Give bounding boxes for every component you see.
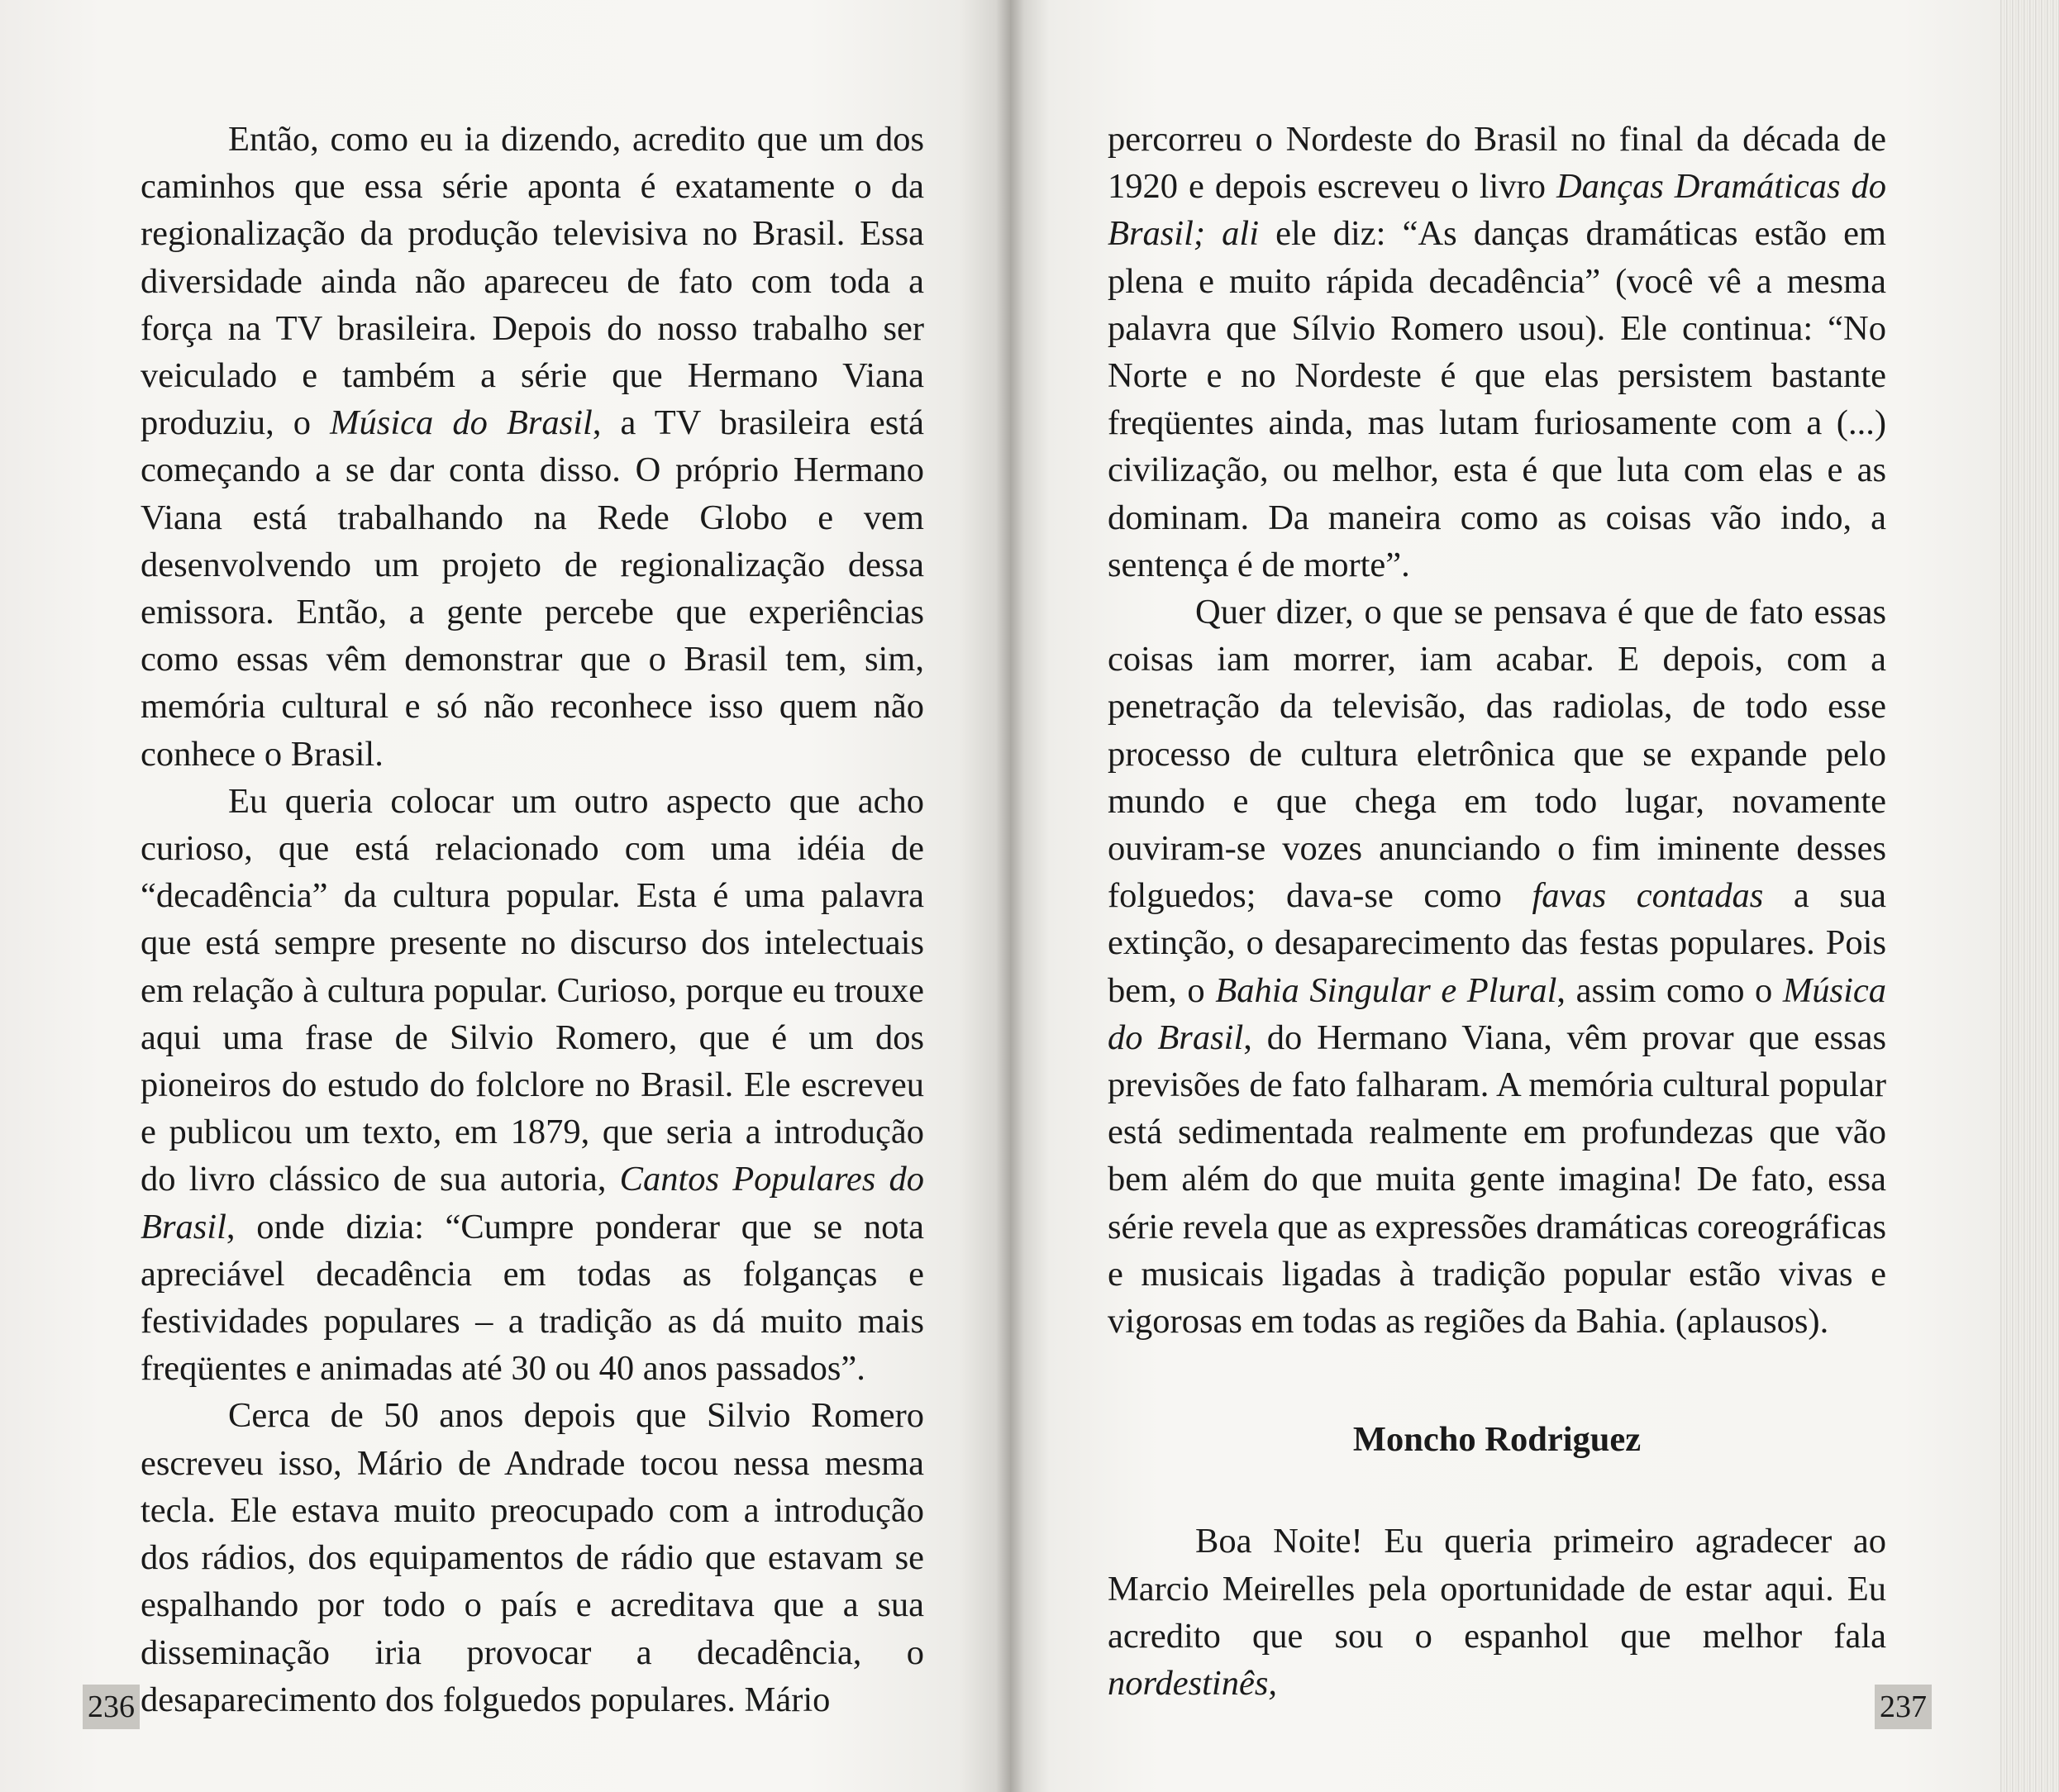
text-run: Boa Noite! Eu queria primeiro agradecer ao Marcio Meirelles pela oportunidade de estar aqui. Eu acredito que sou o espanhol que melhor fala xyxy=(1108,1522,1886,1656)
left-page-text xyxy=(141,116,924,1723)
right-page-text xyxy=(1108,116,1886,1707)
italic-title: Bahia Singular e Plural xyxy=(1215,970,1557,1010)
italic-title: Danças Dramáticas do Brasil; ali xyxy=(1108,167,1886,254)
paragraph xyxy=(141,778,924,1393)
page-number: 237 xyxy=(1875,1685,1932,1729)
left-page xyxy=(0,0,1010,1792)
paragraph xyxy=(1108,589,1886,1345)
italic-word: nordestinês, xyxy=(1108,1664,1278,1704)
text-run: , a TV brasileira está começando a se dar conta disso. O próprio Hermano Viana está trabalhando na Rede Globo e vem desenvolvendo um projeto de regionalização dessa emissora. Então, a gente percebe que experiências como essas vêm demonstrar que o Brasil tem, sim, memória cultural e só não reconhece isso quem não conhece o Brasil. xyxy=(141,403,924,774)
text-run: , onde dizia: “Cumpre ponderar que se nota apreciável decadência em todas as folganças e festividades populares – a tradição as dá muito mais freqüentes e animadas até 30 ou 40 anos passados”. xyxy=(141,1207,924,1389)
paragraph xyxy=(141,1392,924,1723)
italic-title: Música do Brasil xyxy=(330,403,593,443)
italic-title: favas contadas xyxy=(1532,876,1764,916)
text-run: Então, como eu ia dizendo, acredito que um dos caminhos que essa série aponta é exatamente o da regionalização da produção televisiva no Brasil. Essa diversidade ainda não apareceu de fato com toda a força na TV brasileira. Depois do nosso trabalho ser veiculado e também a série que Hermano Viana produziu, o xyxy=(141,120,924,443)
page-edges xyxy=(2000,0,2059,1792)
text-run: , assim como o xyxy=(1556,970,1783,1010)
right-page xyxy=(1010,0,2000,1792)
book-gutter-shadow xyxy=(996,0,1024,1792)
speaker-heading: Moncho Rodriguez xyxy=(1352,1420,1642,1460)
text-run: percorreu o Nordeste do Brasil no final da década de 1920 e depois escreveu o livro xyxy=(1108,120,1886,207)
text-run: Cerca de 50 anos depois que Silvio Romero escreveu isso, Mário de Andrade tocou nessa mesma tecla. Ele estava muito preocupado com a introdução dos rádios, dos equipamentos de rádio que estavam se espalhando por todo o país e acreditava que a sua disseminação iria provocar a decadência, o desaparecimento dos folguedos populares. Mário xyxy=(141,1396,924,1719)
text-run: ele diz: “As danças dramáticas estão em plena e muito rápida decadência” (você vê a mesma palavra que Sílvio Romero usou). Ele continua: “No Norte e no Nordeste é que elas persistem bastante freqüentes ainda, mas lutam furiosamente com a (...) civilização, ou melhor, esta é que luta com elas e as dominam. Da maneira como as coisas vão indo, a sentença é de morte”. xyxy=(1108,214,1886,584)
paragraph xyxy=(1108,1518,1886,1707)
text-run: a sua extinção, o desaparecimento das festas populares. Pois bem, o xyxy=(1108,876,1886,1010)
italic-title: Música do Brasil xyxy=(1108,970,1887,1057)
text-run: , do Hermano Viana, vêm provar que essas previsões de fato falharam. A memória cultural popular está sedimentada realmente em profundezas que vão bem além do que muita gente imagina! De fato, essa série revela que as expressões dramáticas coreográficas e musicais ligadas à tradição popular estão vivas e vigorosas em todas as regiões da Bahia. (aplausos). xyxy=(1108,1018,1886,1342)
page-number: 236 xyxy=(83,1685,140,1729)
text-run: Eu queria colocar um outro aspecto que acho curioso, que está relacionado com uma idéia de “decadência” da cultura popular. Esta é uma palavra que está sempre presente no discurso dos intelectuais em relação à cultura popular. Curioso, porque eu trouxe aqui uma frase de Silvio Romero, que é um dos pioneiros do estudo do folclore no Brasil. Ele escreveu e publicou um texto, em 1879, que seria a introdução do livro clássico de sua autoria, xyxy=(141,781,924,1199)
italic-title: Cantos Populares do Brasil xyxy=(141,1160,924,1246)
text-run: Quer dizer, o que se pensava é que de fato essas coisas iam morrer, iam acabar. E depois, com a penetração da televisão, das radiolas, de todo esse processo de cultura eletrônica que se expande pelo mundo e que chega em todo lugar, novamente ouviram-se vozes anunciando o fim iminente desses folguedos; dava-se como xyxy=(1108,593,1886,916)
paragraph xyxy=(1108,116,1886,589)
paragraph xyxy=(141,116,924,778)
